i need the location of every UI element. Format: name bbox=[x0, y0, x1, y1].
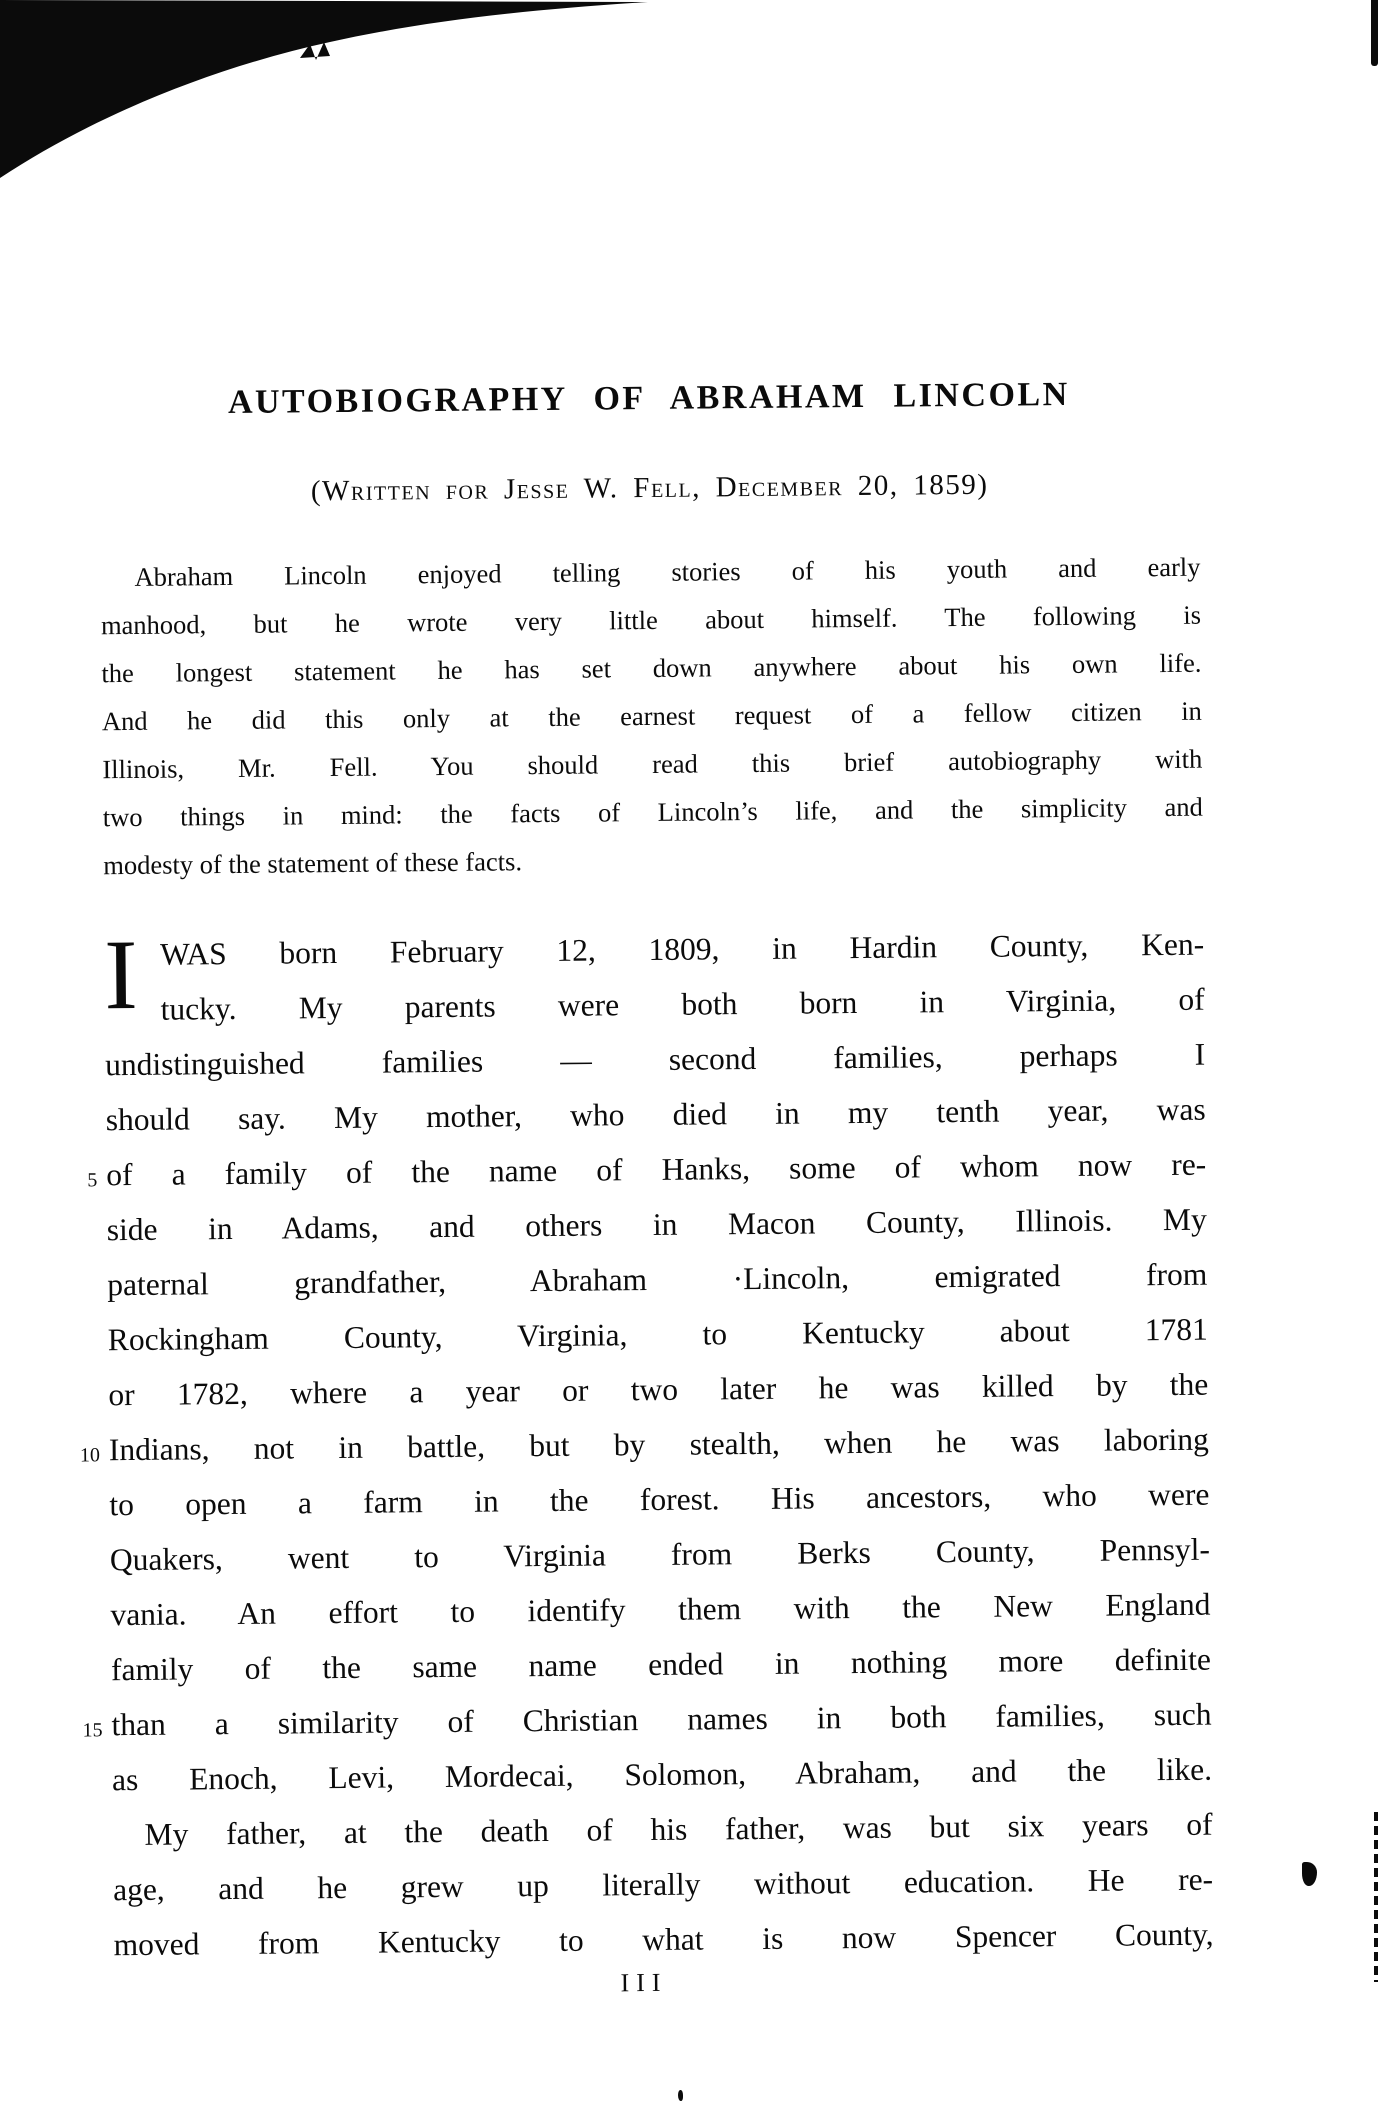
body-line: as Enoch, Levi, Mordecai, Solomon, Abraham, and the like. bbox=[111, 1751, 1213, 1798]
body-line: Rockingham County, Virginia, to Kentucky about 1781 bbox=[107, 1311, 1208, 1358]
body-line: age, and he grew up literally without education. He re- bbox=[112, 1861, 1214, 1908]
autobiography-text bbox=[79, 917, 1214, 1973]
body-line: or 1782, where a year or two later he was killed by the bbox=[108, 1366, 1209, 1413]
body-line: side in Adams, and others in Macon County, Illinois. My bbox=[106, 1201, 1207, 1248]
intro-line: And he did this only at the earnest request of a fellow citizen in bbox=[101, 695, 1202, 737]
body-line: vania. An effort to identify them with the New England bbox=[110, 1586, 1211, 1633]
body-line: to open a farm in the forest. His ancestors, who were bbox=[109, 1476, 1210, 1523]
margin-line-number: 5 bbox=[87, 1169, 98, 1192]
margin-line-number: 10 bbox=[79, 1444, 101, 1467]
intro-line: manhood, but he wrote very little about himself. The following is bbox=[100, 599, 1202, 641]
scan-edge-mark-side bbox=[1374, 1812, 1378, 1982]
page-title: AUTOBIOGRAPHY OF ABRAHAM LINCOLN bbox=[227, 375, 1070, 422]
body-line: than a similarity of Christian names in both families, such bbox=[111, 1696, 1212, 1743]
intro-line: Abraham Lincoln enjoyed telling stories of his youth and early bbox=[134, 551, 1201, 592]
body-line: should say. My mother, who died in my tenth year, was bbox=[105, 1091, 1206, 1138]
ink-blot-artifact bbox=[1302, 1862, 1317, 1886]
page-subtitle: (Written for Jesse W. Fell, December 20, 1859) bbox=[310, 468, 989, 508]
ink-speck-artifact bbox=[678, 2090, 683, 2101]
intro-line: two things in mind: the facts of Lincoln’s life, and the simplicity and bbox=[102, 791, 1203, 833]
intro-line: Illinois, Mr. Fell. You should read this brief autobiography with bbox=[102, 743, 1203, 785]
scan-corner-artifact bbox=[0, 0, 660, 180]
body-line: tucky. My parents were both born in Virginia, of bbox=[160, 981, 1205, 1027]
body-line: Indians, not in battle, but by stealth, when he was laboring bbox=[108, 1421, 1210, 1468]
body-line: Quakers, went to Virginia from Berks County, Pennsyl- bbox=[109, 1531, 1211, 1578]
drop-cap: I bbox=[103, 918, 139, 1031]
scan-edge-mark-top bbox=[1371, 0, 1378, 66]
page-content bbox=[79, 0, 1214, 1998]
editor-introduction bbox=[100, 543, 1203, 890]
body-line: paternal grandfather, Abraham ·Lincoln, emigrated from bbox=[107, 1256, 1208, 1303]
body-line: My father, at the death of his father, was but six years of bbox=[144, 1806, 1213, 1852]
page-number: III bbox=[620, 1967, 668, 1998]
body-line: undistinguished families — second families, perhaps I bbox=[105, 1036, 1206, 1083]
intro-line: modesty of the statement of these facts. bbox=[103, 846, 523, 881]
body-line: WAS born February 12, 1809, in Hardin County, Ken- bbox=[159, 926, 1205, 972]
body-line: moved from Kentucky to what is now Spencer County, bbox=[113, 1916, 1214, 1963]
intro-line: the longest statement he has set down anywhere about his own life. bbox=[101, 647, 1202, 689]
margin-line-number: 15 bbox=[82, 1719, 103, 1742]
body-line: of a family of the name of Hanks, some of whom now re- bbox=[106, 1146, 1207, 1193]
body-line: family of the same name ended in nothing more definite bbox=[110, 1641, 1212, 1688]
